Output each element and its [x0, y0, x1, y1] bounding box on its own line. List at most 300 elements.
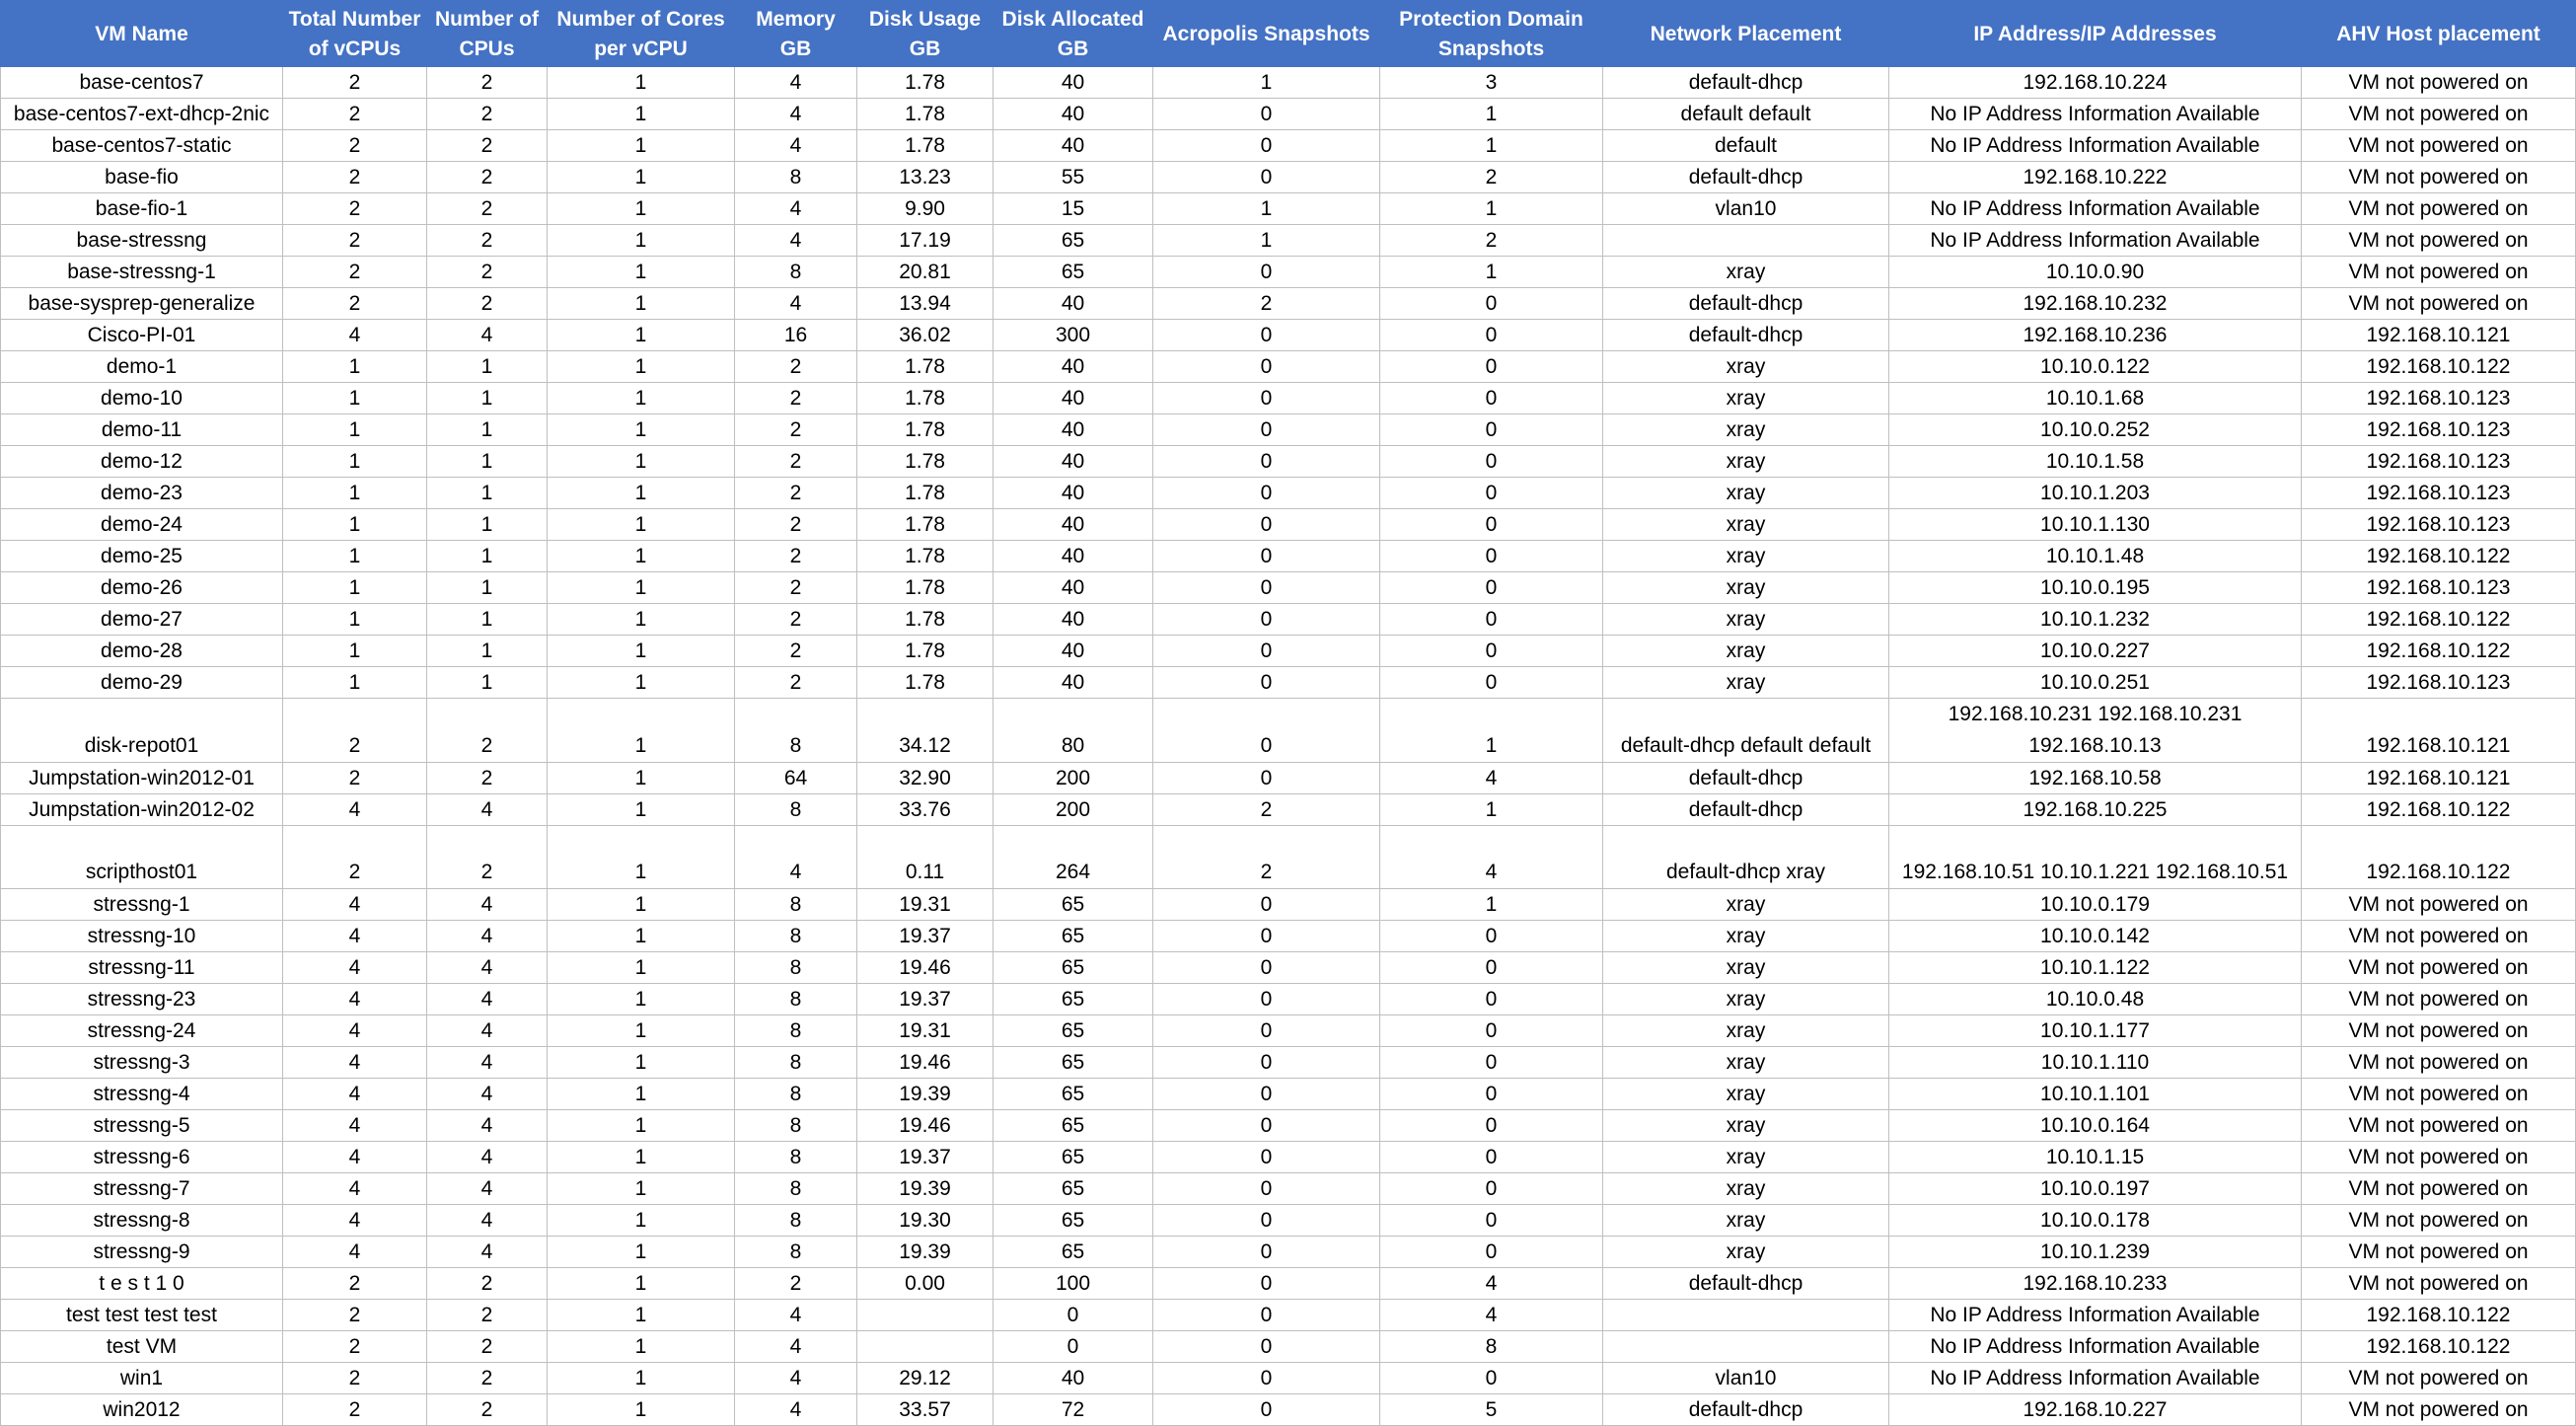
cell-ahv-host-placement[interactable]: 192.168.10.123: [2302, 446, 2576, 478]
cell-acropolis-snapshots[interactable]: 1: [1153, 67, 1380, 99]
cell-ahv-host-placement[interactable]: VM not powered on: [2302, 257, 2576, 288]
cell-memory-gb[interactable]: 4: [735, 1300, 857, 1331]
cell-memory-gb[interactable]: 4: [735, 130, 857, 162]
cell-protection-domain-snapshots[interactable]: 0: [1380, 921, 1603, 952]
cell-cores-per-vcpu[interactable]: 1: [548, 1394, 735, 1426]
cell-disk-usage-gb[interactable]: 19.37: [857, 1142, 994, 1173]
cell-num-cpus[interactable]: 4: [427, 889, 548, 921]
cell-memory-gb[interactable]: 8: [735, 1047, 857, 1079]
cell-acropolis-snapshots[interactable]: 0: [1153, 1237, 1380, 1268]
cell-protection-domain-snapshots[interactable]: 0: [1380, 572, 1603, 604]
cell-vm-name[interactable]: stressng-6: [1, 1142, 283, 1173]
cell-num-cpus[interactable]: 1: [427, 414, 548, 446]
cell-num-cpus[interactable]: 2: [427, 1300, 548, 1331]
cell-ahv-host-placement[interactable]: 192.168.10.122: [2302, 541, 2576, 572]
cell-num-cpus[interactable]: 2: [427, 699, 548, 763]
cell-network-placement[interactable]: xray: [1603, 446, 1889, 478]
cell-cores-per-vcpu[interactable]: 1: [548, 1015, 735, 1047]
cell-acropolis-snapshots[interactable]: 2: [1153, 288, 1380, 320]
cell-memory-gb[interactable]: 2: [735, 541, 857, 572]
cell-disk-allocated-gb[interactable]: 40: [994, 288, 1153, 320]
cell-cores-per-vcpu[interactable]: 1: [548, 288, 735, 320]
cell-ahv-host-placement[interactable]: VM not powered on: [2302, 130, 2576, 162]
cell-ip-addresses[interactable]: 10.10.0.48: [1889, 984, 2302, 1015]
cell-cores-per-vcpu[interactable]: 1: [548, 572, 735, 604]
cell-ahv-host-placement[interactable]: VM not powered on: [2302, 921, 2576, 952]
cell-num-cpus[interactable]: 1: [427, 478, 548, 509]
cell-disk-allocated-gb[interactable]: 55: [994, 162, 1153, 193]
cell-cores-per-vcpu[interactable]: 1: [548, 1110, 735, 1142]
cell-ip-addresses[interactable]: 10.10.0.179: [1889, 889, 2302, 921]
cell-num-cpus[interactable]: 4: [427, 1079, 548, 1110]
cell-network-placement[interactable]: default-dhcp default default: [1603, 699, 1889, 763]
cell-total-vcpus[interactable]: 2: [283, 130, 427, 162]
cell-num-cpus[interactable]: 2: [427, 763, 548, 794]
cell-disk-usage-gb[interactable]: 17.19: [857, 225, 994, 257]
cell-total-vcpus[interactable]: 2: [283, 826, 427, 889]
cell-disk-usage-gb[interactable]: 36.02: [857, 320, 994, 351]
cell-acropolis-snapshots[interactable]: 0: [1153, 1394, 1380, 1426]
cell-num-cpus[interactable]: 2: [427, 1394, 548, 1426]
cell-protection-domain-snapshots[interactable]: 1: [1380, 794, 1603, 826]
cell-ip-addresses[interactable]: 10.10.0.251: [1889, 667, 2302, 699]
cell-ip-addresses[interactable]: 10.10.0.90: [1889, 257, 2302, 288]
cell-vm-name[interactable]: demo-27: [1, 604, 283, 636]
cell-total-vcpus[interactable]: 4: [283, 889, 427, 921]
cell-disk-allocated-gb[interactable]: 40: [994, 541, 1153, 572]
cell-total-vcpus[interactable]: 2: [283, 67, 427, 99]
cell-disk-usage-gb[interactable]: 1.78: [857, 572, 994, 604]
cell-protection-domain-snapshots[interactable]: 0: [1380, 952, 1603, 984]
cell-protection-domain-snapshots[interactable]: 2: [1380, 225, 1603, 257]
cell-num-cpus[interactable]: 1: [427, 636, 548, 667]
cell-protection-domain-snapshots[interactable]: 0: [1380, 320, 1603, 351]
cell-vm-name[interactable]: base-fio-1: [1, 193, 283, 225]
column-header-vm-name[interactable]: VM Name: [1, 1, 283, 67]
cell-memory-gb[interactable]: 8: [735, 984, 857, 1015]
cell-memory-gb[interactable]: 8: [735, 794, 857, 826]
cell-network-placement[interactable]: default-dhcp: [1603, 288, 1889, 320]
cell-vm-name[interactable]: base-sysprep-generalize: [1, 288, 283, 320]
cell-ip-addresses[interactable]: 10.10.0.195: [1889, 572, 2302, 604]
cell-memory-gb[interactable]: 8: [735, 162, 857, 193]
cell-cores-per-vcpu[interactable]: 1: [548, 1142, 735, 1173]
cell-disk-usage-gb[interactable]: 13.94: [857, 288, 994, 320]
cell-network-placement[interactable]: xray: [1603, 509, 1889, 541]
cell-disk-allocated-gb[interactable]: 0: [994, 1331, 1153, 1363]
cell-memory-gb[interactable]: 4: [735, 826, 857, 889]
cell-vm-name[interactable]: stressng-1: [1, 889, 283, 921]
cell-total-vcpus[interactable]: 2: [283, 257, 427, 288]
cell-cores-per-vcpu[interactable]: 1: [548, 826, 735, 889]
cell-network-placement[interactable]: xray: [1603, 984, 1889, 1015]
cell-protection-domain-snapshots[interactable]: 1: [1380, 889, 1603, 921]
cell-num-cpus[interactable]: 4: [427, 984, 548, 1015]
cell-acropolis-snapshots[interactable]: 0: [1153, 541, 1380, 572]
cell-acropolis-snapshots[interactable]: 0: [1153, 667, 1380, 699]
cell-acropolis-snapshots[interactable]: 0: [1153, 921, 1380, 952]
cell-cores-per-vcpu[interactable]: 1: [548, 67, 735, 99]
cell-memory-gb[interactable]: 8: [735, 1142, 857, 1173]
cell-disk-allocated-gb[interactable]: 80: [994, 699, 1153, 763]
cell-protection-domain-snapshots[interactable]: 0: [1380, 414, 1603, 446]
cell-cores-per-vcpu[interactable]: 1: [548, 1173, 735, 1205]
cell-disk-usage-gb[interactable]: 33.76: [857, 794, 994, 826]
cell-ip-addresses[interactable]: 192.168.10.51 10.10.1.221 192.168.10.51: [1889, 826, 2302, 889]
cell-cores-per-vcpu[interactable]: 1: [548, 541, 735, 572]
cell-vm-name[interactable]: base-centos7-ext-dhcp-2nic: [1, 99, 283, 130]
cell-protection-domain-snapshots[interactable]: 0: [1380, 1363, 1603, 1394]
cell-disk-allocated-gb[interactable]: 40: [994, 446, 1153, 478]
cell-memory-gb[interactable]: 8: [735, 1173, 857, 1205]
cell-acropolis-snapshots[interactable]: 0: [1153, 320, 1380, 351]
cell-network-placement[interactable]: xray: [1603, 1237, 1889, 1268]
cell-network-placement[interactable]: xray: [1603, 478, 1889, 509]
cell-ip-addresses[interactable]: 192.168.10.233: [1889, 1268, 2302, 1300]
cell-disk-usage-gb[interactable]: 20.81: [857, 257, 994, 288]
cell-disk-usage-gb[interactable]: 34.12: [857, 699, 994, 763]
cell-vm-name[interactable]: demo-26: [1, 572, 283, 604]
cell-memory-gb[interactable]: 4: [735, 225, 857, 257]
cell-vm-name[interactable]: win1: [1, 1363, 283, 1394]
cell-acropolis-snapshots[interactable]: 0: [1153, 1142, 1380, 1173]
cell-vm-name[interactable]: stressng-4: [1, 1079, 283, 1110]
cell-memory-gb[interactable]: 8: [735, 1110, 857, 1142]
cell-disk-usage-gb[interactable]: 1.78: [857, 509, 994, 541]
cell-acropolis-snapshots[interactable]: 0: [1153, 636, 1380, 667]
column-header-protection-domain-snapshots[interactable]: Protection Domain Snapshots: [1380, 1, 1603, 67]
cell-cores-per-vcpu[interactable]: 1: [548, 1331, 735, 1363]
cell-cores-per-vcpu[interactable]: 1: [548, 162, 735, 193]
cell-cores-per-vcpu[interactable]: 1: [548, 225, 735, 257]
cell-disk-allocated-gb[interactable]: 65: [994, 984, 1153, 1015]
cell-protection-domain-snapshots[interactable]: 0: [1380, 604, 1603, 636]
cell-vm-name[interactable]: demo-23: [1, 478, 283, 509]
cell-vm-name[interactable]: demo-24: [1, 509, 283, 541]
cell-ahv-host-placement[interactable]: 192.168.10.121: [2302, 320, 2576, 351]
cell-num-cpus[interactable]: 4: [427, 1142, 548, 1173]
cell-acropolis-snapshots[interactable]: 0: [1153, 889, 1380, 921]
cell-num-cpus[interactable]: 2: [427, 1363, 548, 1394]
cell-protection-domain-snapshots[interactable]: 0: [1380, 1237, 1603, 1268]
cell-acropolis-snapshots[interactable]: 0: [1153, 1300, 1380, 1331]
cell-disk-usage-gb[interactable]: 9.90: [857, 193, 994, 225]
cell-cores-per-vcpu[interactable]: 1: [548, 99, 735, 130]
cell-ahv-host-placement[interactable]: 192.168.10.122: [2302, 1300, 2576, 1331]
cell-protection-domain-snapshots[interactable]: 0: [1380, 446, 1603, 478]
cell-protection-domain-snapshots[interactable]: 4: [1380, 763, 1603, 794]
cell-ip-addresses[interactable]: 10.10.1.232: [1889, 604, 2302, 636]
cell-protection-domain-snapshots[interactable]: 4: [1380, 1300, 1603, 1331]
cell-ahv-host-placement[interactable]: 192.168.10.122: [2302, 826, 2576, 889]
cell-memory-gb[interactable]: 2: [735, 446, 857, 478]
cell-acropolis-snapshots[interactable]: 0: [1153, 414, 1380, 446]
cell-vm-name[interactable]: scripthost01: [1, 826, 283, 889]
cell-cores-per-vcpu[interactable]: 1: [548, 257, 735, 288]
cell-cores-per-vcpu[interactable]: 1: [548, 1268, 735, 1300]
cell-num-cpus[interactable]: 4: [427, 794, 548, 826]
cell-total-vcpus[interactable]: 1: [283, 351, 427, 383]
cell-disk-usage-gb[interactable]: 13.23: [857, 162, 994, 193]
cell-cores-per-vcpu[interactable]: 1: [548, 320, 735, 351]
cell-cores-per-vcpu[interactable]: 1: [548, 699, 735, 763]
cell-vm-name[interactable]: win2012: [1, 1394, 283, 1426]
cell-ahv-host-placement[interactable]: VM not powered on: [2302, 1110, 2576, 1142]
cell-ip-addresses[interactable]: 10.10.1.15: [1889, 1142, 2302, 1173]
cell-acropolis-snapshots[interactable]: 0: [1153, 952, 1380, 984]
cell-num-cpus[interactable]: 1: [427, 604, 548, 636]
cell-network-placement[interactable]: xray: [1603, 351, 1889, 383]
cell-network-placement[interactable]: xray: [1603, 667, 1889, 699]
cell-network-placement[interactable]: [1603, 1331, 1889, 1363]
cell-vm-name[interactable]: demo-29: [1, 667, 283, 699]
cell-disk-allocated-gb[interactable]: 15: [994, 193, 1153, 225]
cell-network-placement[interactable]: vlan10: [1603, 193, 1889, 225]
cell-total-vcpus[interactable]: 4: [283, 1237, 427, 1268]
cell-total-vcpus[interactable]: 1: [283, 604, 427, 636]
cell-total-vcpus[interactable]: 2: [283, 99, 427, 130]
cell-memory-gb[interactable]: 2: [735, 572, 857, 604]
cell-disk-usage-gb[interactable]: 1.78: [857, 67, 994, 99]
cell-ip-addresses[interactable]: 192.168.10.232: [1889, 288, 2302, 320]
cell-acropolis-snapshots[interactable]: 0: [1153, 1268, 1380, 1300]
cell-memory-gb[interactable]: 8: [735, 1015, 857, 1047]
cell-ip-addresses[interactable]: 10.10.1.177: [1889, 1015, 2302, 1047]
cell-ahv-host-placement[interactable]: 192.168.10.123: [2302, 478, 2576, 509]
cell-acropolis-snapshots[interactable]: 0: [1153, 1363, 1380, 1394]
cell-protection-domain-snapshots[interactable]: 0: [1380, 351, 1603, 383]
cell-vm-name[interactable]: base-fio: [1, 162, 283, 193]
cell-memory-gb[interactable]: 4: [735, 67, 857, 99]
cell-disk-allocated-gb[interactable]: 65: [994, 1205, 1153, 1237]
cell-ahv-host-placement[interactable]: VM not powered on: [2302, 225, 2576, 257]
cell-ahv-host-placement[interactable]: VM not powered on: [2302, 1079, 2576, 1110]
cell-acropolis-snapshots[interactable]: 0: [1153, 1110, 1380, 1142]
cell-acropolis-snapshots[interactable]: 2: [1153, 826, 1380, 889]
cell-protection-domain-snapshots[interactable]: 5: [1380, 1394, 1603, 1426]
cell-network-placement[interactable]: xray: [1603, 1110, 1889, 1142]
cell-ip-addresses[interactable]: 10.10.1.110: [1889, 1047, 2302, 1079]
cell-ip-addresses[interactable]: No IP Address Information Available: [1889, 99, 2302, 130]
cell-memory-gb[interactable]: 4: [735, 1363, 857, 1394]
cell-disk-allocated-gb[interactable]: 65: [994, 1237, 1153, 1268]
cell-ip-addresses[interactable]: No IP Address Information Available: [1889, 225, 2302, 257]
cell-network-placement[interactable]: xray: [1603, 952, 1889, 984]
cell-num-cpus[interactable]: 4: [427, 1237, 548, 1268]
cell-disk-usage-gb[interactable]: 1.78: [857, 478, 994, 509]
cell-acropolis-snapshots[interactable]: 0: [1153, 99, 1380, 130]
cell-ip-addresses[interactable]: No IP Address Information Available: [1889, 130, 2302, 162]
cell-total-vcpus[interactable]: 1: [283, 446, 427, 478]
cell-ip-addresses[interactable]: 192.168.10.224: [1889, 67, 2302, 99]
cell-vm-name[interactable]: base-centos7: [1, 67, 283, 99]
cell-cores-per-vcpu[interactable]: 1: [548, 636, 735, 667]
cell-vm-name[interactable]: demo-12: [1, 446, 283, 478]
cell-acropolis-snapshots[interactable]: 0: [1153, 604, 1380, 636]
cell-disk-allocated-gb[interactable]: 65: [994, 1110, 1153, 1142]
cell-ahv-host-placement[interactable]: 192.168.10.121: [2302, 763, 2576, 794]
cell-network-placement[interactable]: xray: [1603, 889, 1889, 921]
cell-num-cpus[interactable]: 1: [427, 572, 548, 604]
cell-memory-gb[interactable]: 2: [735, 636, 857, 667]
cell-protection-domain-snapshots[interactable]: 1: [1380, 193, 1603, 225]
cell-memory-gb[interactable]: 2: [735, 1268, 857, 1300]
cell-ahv-host-placement[interactable]: VM not powered on: [2302, 1015, 2576, 1047]
cell-acropolis-snapshots[interactable]: 2: [1153, 794, 1380, 826]
cell-ahv-host-placement[interactable]: VM not powered on: [2302, 162, 2576, 193]
cell-disk-usage-gb[interactable]: 19.31: [857, 1015, 994, 1047]
cell-acropolis-snapshots[interactable]: 0: [1153, 1079, 1380, 1110]
cell-disk-allocated-gb[interactable]: 40: [994, 636, 1153, 667]
cell-num-cpus[interactable]: 2: [427, 99, 548, 130]
cell-memory-gb[interactable]: 8: [735, 889, 857, 921]
cell-ip-addresses[interactable]: No IP Address Information Available: [1889, 1363, 2302, 1394]
cell-disk-usage-gb[interactable]: 1.78: [857, 99, 994, 130]
cell-network-placement[interactable]: xray: [1603, 257, 1889, 288]
cell-disk-usage-gb[interactable]: 19.39: [857, 1079, 994, 1110]
cell-total-vcpus[interactable]: 4: [283, 1142, 427, 1173]
cell-ip-addresses[interactable]: No IP Address Information Available: [1889, 1300, 2302, 1331]
cell-network-placement[interactable]: xray: [1603, 383, 1889, 414]
cell-vm-name[interactable]: stressng-10: [1, 921, 283, 952]
cell-network-placement[interactable]: xray: [1603, 1173, 1889, 1205]
cell-cores-per-vcpu[interactable]: 1: [548, 921, 735, 952]
cell-protection-domain-snapshots[interactable]: 0: [1380, 541, 1603, 572]
cell-ahv-host-placement[interactable]: 192.168.10.122: [2302, 351, 2576, 383]
cell-cores-per-vcpu[interactable]: 1: [548, 604, 735, 636]
cell-ahv-host-placement[interactable]: VM not powered on: [2302, 889, 2576, 921]
cell-acropolis-snapshots[interactable]: 0: [1153, 257, 1380, 288]
cell-disk-allocated-gb[interactable]: 65: [994, 1015, 1153, 1047]
cell-ahv-host-placement[interactable]: 192.168.10.123: [2302, 509, 2576, 541]
cell-ahv-host-placement[interactable]: 192.168.10.121: [2302, 699, 2576, 763]
cell-memory-gb[interactable]: 2: [735, 509, 857, 541]
cell-num-cpus[interactable]: 1: [427, 509, 548, 541]
cell-vm-name[interactable]: base-stressng-1: [1, 257, 283, 288]
cell-ip-addresses[interactable]: 192.168.10.225: [1889, 794, 2302, 826]
cell-acropolis-snapshots[interactable]: 0: [1153, 446, 1380, 478]
cell-network-placement[interactable]: default-dhcp xray: [1603, 826, 1889, 889]
cell-ip-addresses[interactable]: 10.10.1.203: [1889, 478, 2302, 509]
cell-network-placement[interactable]: default-dhcp: [1603, 1268, 1889, 1300]
cell-acropolis-snapshots[interactable]: 0: [1153, 509, 1380, 541]
cell-disk-usage-gb[interactable]: [857, 1300, 994, 1331]
cell-acropolis-snapshots[interactable]: 0: [1153, 763, 1380, 794]
cell-total-vcpus[interactable]: 1: [283, 572, 427, 604]
cell-protection-domain-snapshots[interactable]: 0: [1380, 984, 1603, 1015]
cell-cores-per-vcpu[interactable]: 1: [548, 1079, 735, 1110]
cell-total-vcpus[interactable]: 4: [283, 1205, 427, 1237]
cell-ip-addresses[interactable]: 192.168.10.58: [1889, 763, 2302, 794]
cell-total-vcpus[interactable]: 2: [283, 763, 427, 794]
cell-memory-gb[interactable]: 2: [735, 478, 857, 509]
cell-total-vcpus[interactable]: 1: [283, 414, 427, 446]
cell-disk-allocated-gb[interactable]: 300: [994, 320, 1153, 351]
cell-ip-addresses[interactable]: 10.10.1.48: [1889, 541, 2302, 572]
cell-ahv-host-placement[interactable]: 192.168.10.123: [2302, 383, 2576, 414]
cell-total-vcpus[interactable]: 1: [283, 509, 427, 541]
cell-disk-allocated-gb[interactable]: 40: [994, 99, 1153, 130]
cell-vm-name[interactable]: Jumpstation-win2012-02: [1, 794, 283, 826]
cell-network-placement[interactable]: default-dhcp: [1603, 1394, 1889, 1426]
column-header-cores-per-vcpu[interactable]: Number of Cores per vCPU: [548, 1, 735, 67]
cell-vm-name[interactable]: stressng-8: [1, 1205, 283, 1237]
cell-protection-domain-snapshots[interactable]: 0: [1380, 288, 1603, 320]
cell-protection-domain-snapshots[interactable]: 4: [1380, 826, 1603, 889]
cell-network-placement[interactable]: xray: [1603, 1015, 1889, 1047]
cell-cores-per-vcpu[interactable]: 1: [548, 446, 735, 478]
cell-total-vcpus[interactable]: 2: [283, 1394, 427, 1426]
cell-acropolis-snapshots[interactable]: 0: [1153, 699, 1380, 763]
cell-total-vcpus[interactable]: 4: [283, 1047, 427, 1079]
cell-network-placement[interactable]: vlan10: [1603, 1363, 1889, 1394]
cell-vm-name[interactable]: Jumpstation-win2012-01: [1, 763, 283, 794]
cell-ahv-host-placement[interactable]: 192.168.10.123: [2302, 414, 2576, 446]
cell-acropolis-snapshots[interactable]: 0: [1153, 572, 1380, 604]
cell-protection-domain-snapshots[interactable]: 3: [1380, 67, 1603, 99]
column-header-disk-usage-gb[interactable]: Disk Usage GB: [857, 1, 994, 67]
cell-total-vcpus[interactable]: 2: [283, 193, 427, 225]
cell-disk-allocated-gb[interactable]: 65: [994, 1173, 1153, 1205]
cell-protection-domain-snapshots[interactable]: 0: [1380, 383, 1603, 414]
cell-total-vcpus[interactable]: 1: [283, 636, 427, 667]
cell-cores-per-vcpu[interactable]: 1: [548, 952, 735, 984]
cell-total-vcpus[interactable]: 1: [283, 478, 427, 509]
cell-num-cpus[interactable]: 4: [427, 1173, 548, 1205]
cell-vm-name[interactable]: base-stressng: [1, 225, 283, 257]
cell-acropolis-snapshots[interactable]: 0: [1153, 984, 1380, 1015]
cell-ahv-host-placement[interactable]: VM not powered on: [2302, 1142, 2576, 1173]
cell-ahv-host-placement[interactable]: VM not powered on: [2302, 67, 2576, 99]
cell-total-vcpus[interactable]: 4: [283, 952, 427, 984]
cell-num-cpus[interactable]: 2: [427, 1268, 548, 1300]
cell-ahv-host-placement[interactable]: 192.168.10.123: [2302, 572, 2576, 604]
cell-num-cpus[interactable]: 4: [427, 921, 548, 952]
cell-ip-addresses[interactable]: 192.168.10.222: [1889, 162, 2302, 193]
column-header-network-placement[interactable]: Network Placement: [1603, 1, 1889, 67]
cell-num-cpus[interactable]: 2: [427, 1331, 548, 1363]
cell-disk-allocated-gb[interactable]: 65: [994, 952, 1153, 984]
cell-memory-gb[interactable]: 4: [735, 288, 857, 320]
cell-ahv-host-placement[interactable]: VM not powered on: [2302, 984, 2576, 1015]
cell-network-placement[interactable]: xray: [1603, 1205, 1889, 1237]
cell-memory-gb[interactable]: 8: [735, 1205, 857, 1237]
cell-memory-gb[interactable]: 4: [735, 193, 857, 225]
cell-disk-usage-gb[interactable]: 32.90: [857, 763, 994, 794]
cell-num-cpus[interactable]: 1: [427, 446, 548, 478]
cell-ip-addresses[interactable]: 10.10.1.58: [1889, 446, 2302, 478]
cell-network-placement[interactable]: default default: [1603, 99, 1889, 130]
cell-num-cpus[interactable]: 4: [427, 1205, 548, 1237]
cell-ip-addresses[interactable]: 192.168.10.231 192.168.10.231 192.168.10.13: [1889, 699, 2302, 763]
cell-acropolis-snapshots[interactable]: 1: [1153, 193, 1380, 225]
cell-disk-allocated-gb[interactable]: 40: [994, 414, 1153, 446]
cell-total-vcpus[interactable]: 2: [283, 1300, 427, 1331]
cell-protection-domain-snapshots[interactable]: 8: [1380, 1331, 1603, 1363]
cell-ahv-host-placement[interactable]: 192.168.10.122: [2302, 636, 2576, 667]
cell-disk-usage-gb[interactable]: 19.46: [857, 1047, 994, 1079]
cell-memory-gb[interactable]: 8: [735, 1079, 857, 1110]
cell-num-cpus[interactable]: 2: [427, 826, 548, 889]
cell-total-vcpus[interactable]: 2: [283, 1363, 427, 1394]
cell-ahv-host-placement[interactable]: VM not powered on: [2302, 1394, 2576, 1426]
cell-num-cpus[interactable]: 2: [427, 225, 548, 257]
cell-disk-allocated-gb[interactable]: 40: [994, 478, 1153, 509]
cell-ip-addresses[interactable]: 10.10.0.252: [1889, 414, 2302, 446]
cell-memory-gb[interactable]: 8: [735, 1237, 857, 1268]
cell-total-vcpus[interactable]: 2: [283, 699, 427, 763]
cell-ahv-host-placement[interactable]: VM not powered on: [2302, 1237, 2576, 1268]
